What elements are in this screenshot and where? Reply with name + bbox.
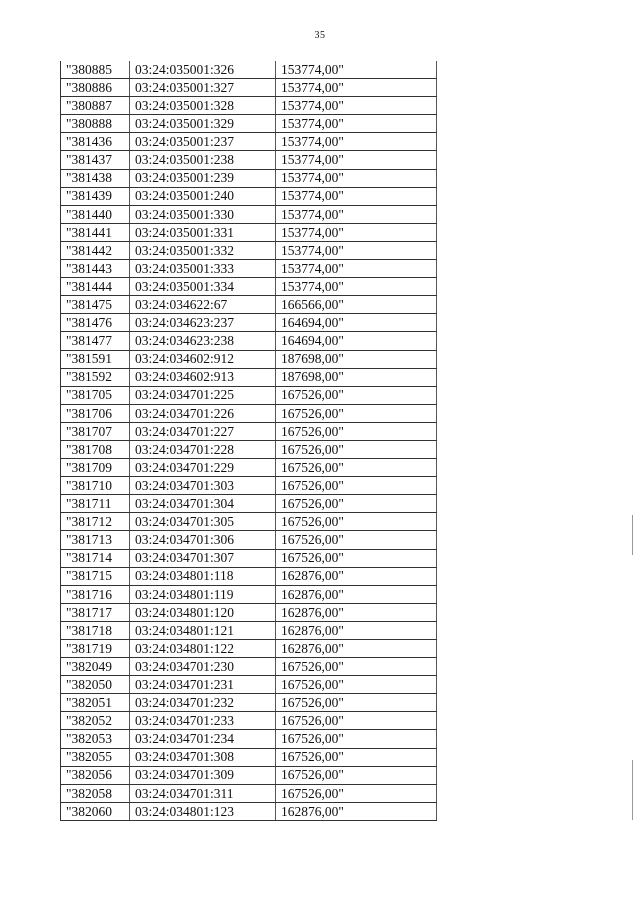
cadastral-number-cell: 03:24:034701:303	[130, 477, 276, 495]
record-number-cell: "381708	[61, 440, 130, 458]
cadastral-value-cell: 162876,00"	[276, 567, 437, 585]
cadastral-number-cell: 03:24:034701:307	[130, 549, 276, 567]
record-number-cell: "382060	[61, 802, 130, 820]
record-number-cell: "382049	[61, 658, 130, 676]
record-number-cell: "382058	[61, 784, 130, 802]
table-row	[61, 640, 437, 658]
table-row	[61, 314, 437, 332]
record-number-cell: "381711	[61, 495, 130, 513]
cadastral-value-cell: 167526,00"	[276, 404, 437, 422]
record-number-cell: "381716	[61, 585, 130, 603]
cadastral-number-cell: 03:24:034801:122	[130, 640, 276, 658]
table-row	[61, 223, 437, 241]
table-row	[61, 241, 437, 259]
table-row	[61, 97, 437, 115]
cadastral-value-cell: 164694,00"	[276, 314, 437, 332]
record-number-cell: "382053	[61, 730, 130, 748]
table-row	[61, 603, 437, 621]
cadastral-value-cell: 167526,00"	[276, 676, 437, 694]
cadastral-value-cell: 167526,00"	[276, 513, 437, 531]
table-row	[61, 169, 437, 187]
cadastral-value-cell: 166566,00"	[276, 296, 437, 314]
cadastral-number-cell: 03:24:034801:121	[130, 621, 276, 639]
cadastral-value-cell: 167526,00"	[276, 459, 437, 477]
cadastral-value-cell: 167526,00"	[276, 495, 437, 513]
table-row	[61, 802, 437, 820]
table-row	[61, 187, 437, 205]
table-row	[61, 712, 437, 730]
cadastral-value-cell: 167526,00"	[276, 477, 437, 495]
cadastral-value-cell: 153774,00"	[276, 97, 437, 115]
cadastral-number-cell: 03:24:034701:225	[130, 386, 276, 404]
table-row	[61, 567, 437, 585]
table-row	[61, 658, 437, 676]
table-row	[61, 278, 437, 296]
record-number-cell: "381707	[61, 422, 130, 440]
cadastral-value-cell: 164694,00"	[276, 332, 437, 350]
cadastral-value-cell: 153774,00"	[276, 260, 437, 278]
record-number-cell: "381444	[61, 278, 130, 296]
cadastral-number-cell: 03:24:034701:227	[130, 422, 276, 440]
cadastral-value-cell: 167526,00"	[276, 549, 437, 567]
cadastral-value-cell: 153774,00"	[276, 169, 437, 187]
cadastral-value-table	[60, 61, 437, 821]
cadastral-number-cell: 03:24:035001:331	[130, 223, 276, 241]
table-row	[61, 296, 437, 314]
cadastral-number-cell: 03:24:034701:311	[130, 784, 276, 802]
cadastral-number-cell: 03:24:035001:240	[130, 187, 276, 205]
table-row	[61, 621, 437, 639]
cadastral-value-cell: 167526,00"	[276, 531, 437, 549]
table-row	[61, 477, 437, 495]
record-number-cell: "381712	[61, 513, 130, 531]
table-row	[61, 133, 437, 151]
record-number-cell: "381475	[61, 296, 130, 314]
cadastral-value-cell: 167526,00"	[276, 440, 437, 458]
table-row	[61, 350, 437, 368]
cadastral-number-cell: 03:24:034701:309	[130, 766, 276, 784]
table-row	[61, 79, 437, 97]
table-body	[61, 61, 437, 820]
cadastral-value-cell: 162876,00"	[276, 621, 437, 639]
cadastral-value-cell: 187698,00"	[276, 368, 437, 386]
cadastral-number-cell: 03:24:034701:230	[130, 658, 276, 676]
table-row	[61, 368, 437, 386]
record-number-cell: "380888	[61, 115, 130, 133]
record-number-cell: "381719	[61, 640, 130, 658]
cadastral-number-cell: 03:24:034701:232	[130, 694, 276, 712]
record-number-cell: "381706	[61, 404, 130, 422]
record-number-cell: "380886	[61, 79, 130, 97]
cadastral-value-cell: 167526,00"	[276, 422, 437, 440]
cadastral-number-cell: 03:24:034701:234	[130, 730, 276, 748]
cadastral-number-cell: 03:24:035001:238	[130, 151, 276, 169]
cadastral-value-cell: 167526,00"	[276, 748, 437, 766]
table-row	[61, 513, 437, 531]
table-row	[61, 784, 437, 802]
cadastral-number-cell: 03:24:035001:333	[130, 260, 276, 278]
table-row	[61, 404, 437, 422]
cadastral-value-cell: 167526,00"	[276, 386, 437, 404]
cadastral-value-cell: 153774,00"	[276, 151, 437, 169]
cadastral-number-cell: 03:24:034602:913	[130, 368, 276, 386]
record-number-cell: "381440	[61, 205, 130, 223]
cadastral-value-cell: 162876,00"	[276, 585, 437, 603]
cadastral-number-cell: 03:24:035001:326	[130, 61, 276, 79]
cadastral-value-cell: 167526,00"	[276, 694, 437, 712]
cadastral-number-cell: 03:24:034623:238	[130, 332, 276, 350]
table-row	[61, 115, 437, 133]
record-number-cell: "382051	[61, 694, 130, 712]
cadastral-value-cell: 153774,00"	[276, 187, 437, 205]
record-number-cell: "382052	[61, 712, 130, 730]
record-number-cell: "382056	[61, 766, 130, 784]
cadastral-value-cell: 162876,00"	[276, 640, 437, 658]
cadastral-value-cell: 167526,00"	[276, 784, 437, 802]
record-number-cell: "381437	[61, 151, 130, 169]
table-row	[61, 61, 437, 79]
cadastral-number-cell: 03:24:034801:119	[130, 585, 276, 603]
cadastral-number-cell: 03:24:035001:239	[130, 169, 276, 187]
record-number-cell: "381717	[61, 603, 130, 621]
table-row	[61, 676, 437, 694]
cadastral-value-cell: 153774,00"	[276, 61, 437, 79]
cadastral-number-cell: 03:24:034623:237	[130, 314, 276, 332]
cadastral-number-cell: 03:24:034701:229	[130, 459, 276, 477]
cadastral-number-cell: 03:24:034801:123	[130, 802, 276, 820]
record-number-cell: "381439	[61, 187, 130, 205]
record-number-cell: "381591	[61, 350, 130, 368]
cadastral-number-cell: 03:24:034701:308	[130, 748, 276, 766]
table-row	[61, 585, 437, 603]
table-row	[61, 694, 437, 712]
record-number-cell: "382050	[61, 676, 130, 694]
cadastral-value-cell: 187698,00"	[276, 350, 437, 368]
cadastral-value-table-wrapper	[60, 61, 437, 821]
table-row	[61, 422, 437, 440]
cadastral-value-cell: 153774,00"	[276, 133, 437, 151]
cadastral-number-cell: 03:24:034701:306	[130, 531, 276, 549]
table-row	[61, 205, 437, 223]
cadastral-number-cell: 03:24:034602:912	[130, 350, 276, 368]
record-number-cell: "381715	[61, 567, 130, 585]
table-row	[61, 549, 437, 567]
scan-margin-mark	[632, 760, 633, 820]
table-row	[61, 151, 437, 169]
cadastral-value-cell: 167526,00"	[276, 658, 437, 676]
record-number-cell: "381714	[61, 549, 130, 567]
scan-margin-mark	[632, 515, 633, 555]
page-number: 35	[314, 30, 326, 41]
cadastral-value-cell: 153774,00"	[276, 79, 437, 97]
table-row	[61, 748, 437, 766]
cadastral-value-cell: 153774,00"	[276, 205, 437, 223]
cadastral-number-cell: 03:24:034701:305	[130, 513, 276, 531]
cadastral-value-cell: 167526,00"	[276, 712, 437, 730]
cadastral-number-cell: 03:24:034801:118	[130, 567, 276, 585]
table-row	[61, 531, 437, 549]
table-row	[61, 730, 437, 748]
cadastral-value-cell: 162876,00"	[276, 802, 437, 820]
cadastral-number-cell: 03:24:034701:304	[130, 495, 276, 513]
cadastral-number-cell: 03:24:035001:330	[130, 205, 276, 223]
record-number-cell: "381443	[61, 260, 130, 278]
cadastral-number-cell: 03:24:035001:327	[130, 79, 276, 97]
record-number-cell: "381713	[61, 531, 130, 549]
cadastral-value-cell: 167526,00"	[276, 730, 437, 748]
table-row	[61, 495, 437, 513]
cadastral-number-cell: 03:24:034701:228	[130, 440, 276, 458]
record-number-cell: "381710	[61, 477, 130, 495]
cadastral-number-cell: 03:24:034622:67	[130, 296, 276, 314]
table-row	[61, 766, 437, 784]
cadastral-number-cell: 03:24:035001:328	[130, 97, 276, 115]
cadastral-value-cell: 167526,00"	[276, 766, 437, 784]
cadastral-number-cell: 03:24:035001:332	[130, 241, 276, 259]
table-row	[61, 260, 437, 278]
record-number-cell: "381718	[61, 621, 130, 639]
record-number-cell: "381441	[61, 223, 130, 241]
cadastral-value-cell: 153774,00"	[276, 241, 437, 259]
cadastral-value-cell: 162876,00"	[276, 603, 437, 621]
table-row	[61, 440, 437, 458]
table-row	[61, 459, 437, 477]
record-number-cell: "381476	[61, 314, 130, 332]
cadastral-number-cell: 03:24:034701:233	[130, 712, 276, 730]
record-number-cell: "381436	[61, 133, 130, 151]
cadastral-number-cell: 03:24:035001:237	[130, 133, 276, 151]
cadastral-value-cell: 153774,00"	[276, 278, 437, 296]
cadastral-number-cell: 03:24:035001:329	[130, 115, 276, 133]
record-number-cell: "382055	[61, 748, 130, 766]
record-number-cell: "381477	[61, 332, 130, 350]
record-number-cell: "381709	[61, 459, 130, 477]
cadastral-number-cell: 03:24:034701:231	[130, 676, 276, 694]
table-row	[61, 332, 437, 350]
record-number-cell: "381438	[61, 169, 130, 187]
cadastral-number-cell: 03:24:034801:120	[130, 603, 276, 621]
record-number-cell: "381442	[61, 241, 130, 259]
cadastral-value-cell: 153774,00"	[276, 223, 437, 241]
record-number-cell: "381592	[61, 368, 130, 386]
table-row	[61, 386, 437, 404]
cadastral-number-cell: 03:24:034701:226	[130, 404, 276, 422]
record-number-cell: "381705	[61, 386, 130, 404]
record-number-cell: "380887	[61, 97, 130, 115]
record-number-cell: "380885	[61, 61, 130, 79]
cadastral-value-cell: 153774,00"	[276, 115, 437, 133]
cadastral-number-cell: 03:24:035001:334	[130, 278, 276, 296]
